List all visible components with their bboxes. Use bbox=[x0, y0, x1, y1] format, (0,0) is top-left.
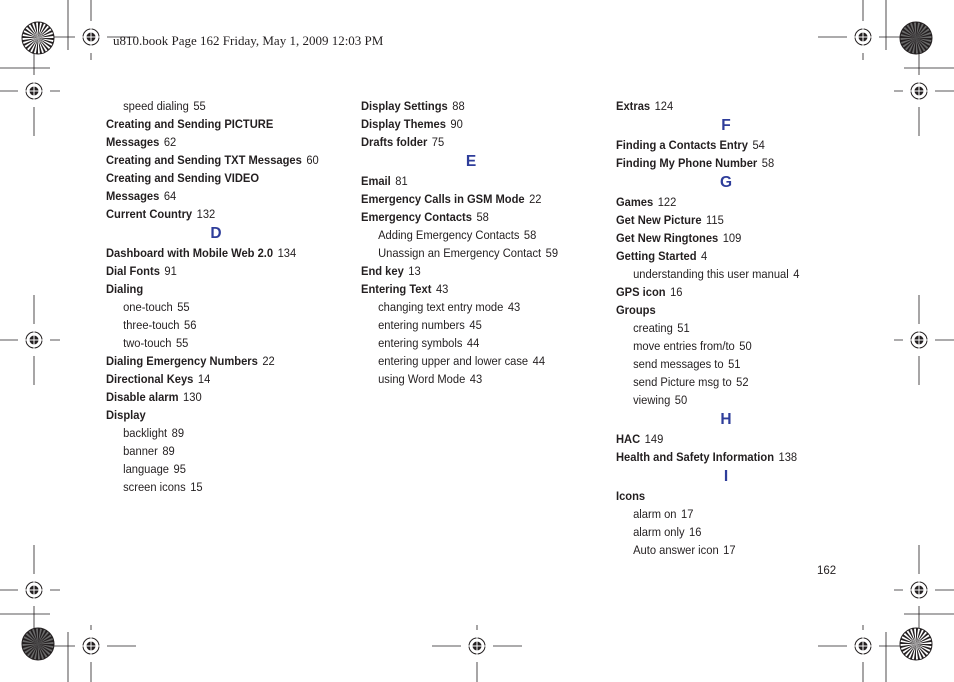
index-entry bbox=[361, 133, 586, 151]
index-page-ref: 4 bbox=[701, 249, 708, 263]
index-subentry bbox=[361, 352, 586, 370]
index-page-ref: 75 bbox=[431, 135, 445, 149]
index-entry bbox=[361, 97, 586, 115]
index-page-ref: 44 bbox=[532, 354, 546, 368]
index-entry bbox=[361, 262, 586, 280]
index-subentry bbox=[106, 478, 331, 496]
index-term: banner bbox=[123, 444, 158, 458]
index-term: language bbox=[123, 462, 169, 476]
index-column-2 bbox=[361, 97, 611, 388]
index-term: Health and Safety Information bbox=[616, 450, 775, 464]
index-term: Directional Keys bbox=[106, 372, 194, 386]
index-page-ref: 16 bbox=[670, 285, 683, 299]
index-term: Dialing Emergency Numbers bbox=[106, 354, 258, 368]
index-term: Display Settings bbox=[361, 99, 448, 113]
index-term: HAC bbox=[616, 432, 641, 446]
index-entry bbox=[616, 229, 841, 247]
index-page-ref: 59 bbox=[545, 246, 559, 260]
index-page-ref: 90 bbox=[450, 117, 463, 131]
index-page-ref: 91 bbox=[164, 264, 177, 278]
index-entry bbox=[616, 136, 841, 154]
index-page-ref: 13 bbox=[408, 264, 421, 278]
index-term: Current Country bbox=[106, 207, 193, 221]
index-entry bbox=[616, 247, 841, 265]
index-subentry bbox=[616, 355, 841, 373]
index-term: Dial Fonts bbox=[106, 264, 160, 278]
index-letter-heading: G bbox=[719, 174, 733, 191]
index-term: Adding Emergency Contacts bbox=[378, 228, 520, 242]
index-page-ref: 89 bbox=[162, 444, 175, 458]
index-entry bbox=[616, 193, 841, 211]
index-term: understanding this user manual bbox=[633, 267, 789, 281]
index-page-ref: 17 bbox=[680, 507, 694, 521]
index-subentry bbox=[616, 391, 841, 409]
index-entry bbox=[616, 448, 841, 466]
index-subentry bbox=[616, 373, 841, 391]
index-term: viewing bbox=[633, 393, 671, 407]
index-term: Finding a Contacts Entry bbox=[616, 138, 748, 152]
color-wheel-mark bbox=[22, 22, 54, 54]
index-page-ref: 132 bbox=[196, 207, 216, 221]
index-term: two-touch bbox=[123, 336, 172, 350]
index-subentry bbox=[361, 334, 586, 352]
index-page-ref: 22 bbox=[262, 354, 275, 368]
index-term: Creating and Sending TXT Messages bbox=[106, 153, 302, 167]
index-subentry bbox=[616, 505, 841, 523]
index-page-ref: 16 bbox=[689, 525, 702, 539]
index-term: Unassign an Emergency Contact bbox=[378, 246, 542, 260]
index-letter-heading: D bbox=[210, 225, 222, 242]
index-term: Disable alarm bbox=[106, 390, 179, 404]
index-term: Get New Ringtones bbox=[616, 231, 719, 245]
index-page-ref: 62 bbox=[163, 135, 177, 149]
index-entry bbox=[106, 205, 331, 223]
index-subentry bbox=[616, 337, 841, 355]
index-page-ref: 15 bbox=[190, 480, 203, 494]
index-page-ref: 64 bbox=[163, 189, 177, 203]
color-wheel-mark bbox=[900, 628, 932, 660]
index-entry bbox=[106, 370, 331, 388]
index-page-ref: 22 bbox=[529, 192, 542, 206]
index-entry bbox=[106, 262, 331, 280]
index-term: three-touch bbox=[123, 318, 180, 332]
index-page-ref: 55 bbox=[193, 99, 206, 113]
index-letter-heading: E bbox=[465, 153, 477, 170]
index-term: Display bbox=[106, 408, 146, 422]
index-page-ref: 51 bbox=[728, 357, 741, 371]
index-page-ref: 88 bbox=[452, 99, 465, 113]
index-page-ref: 122 bbox=[657, 195, 677, 209]
index-entry bbox=[361, 190, 586, 208]
index-term: Groups bbox=[616, 303, 656, 317]
index-entry bbox=[616, 97, 841, 115]
index-term: Drafts folder bbox=[361, 135, 428, 149]
index-term: creating bbox=[633, 321, 673, 335]
index-subentry bbox=[616, 319, 841, 337]
index-subentry bbox=[361, 298, 586, 316]
index-entry bbox=[106, 187, 331, 205]
index-term: Get New Picture bbox=[616, 213, 702, 227]
index-term: Email bbox=[361, 174, 391, 188]
index-term: Dashboard with Mobile Web 2.0 bbox=[106, 246, 274, 260]
index-letter-heading: I bbox=[723, 468, 729, 485]
index-page-ref: 58 bbox=[523, 228, 537, 242]
index-entry bbox=[106, 352, 331, 370]
index-term: Auto answer icon bbox=[633, 543, 719, 557]
index-page-ref: 43 bbox=[469, 372, 483, 386]
index-term: GPS icon bbox=[616, 285, 666, 299]
index-entry bbox=[616, 301, 841, 319]
index-subentry bbox=[106, 298, 331, 316]
index-page-ref: 14 bbox=[197, 372, 211, 386]
index-term: Display Themes bbox=[361, 117, 446, 131]
index-term: Emergency Calls in GSM Mode bbox=[361, 192, 525, 206]
index-page-ref: 45 bbox=[469, 318, 482, 332]
index-column-1 bbox=[106, 97, 356, 496]
index-term: entering numbers bbox=[378, 318, 465, 332]
index-page-ref: 58 bbox=[476, 210, 489, 224]
index-page-ref: 54 bbox=[752, 138, 765, 152]
index-term: send Picture msg to bbox=[633, 375, 732, 389]
index-page-ref: 60 bbox=[306, 153, 319, 167]
index-page-ref: 115 bbox=[706, 213, 724, 227]
index-term: screen icons bbox=[123, 480, 186, 494]
index-entry bbox=[361, 208, 586, 226]
index-entry bbox=[106, 280, 331, 298]
index-page-ref: 17 bbox=[723, 543, 736, 557]
index-entry bbox=[361, 280, 586, 298]
color-wheel-mark bbox=[22, 628, 54, 660]
index-letter-heading: H bbox=[720, 411, 732, 428]
index-page-ref: 55 bbox=[175, 336, 189, 350]
index-term: changing text entry mode bbox=[378, 300, 504, 314]
index-page-ref: 89 bbox=[171, 426, 185, 440]
index-term: Messages bbox=[106, 189, 160, 203]
index-page-ref: 134 bbox=[277, 246, 297, 260]
index-term: alarm only bbox=[633, 525, 685, 539]
index-page-ref: 124 bbox=[654, 99, 674, 113]
index-term: send messages to bbox=[633, 357, 724, 371]
index-term: Creating and Sending PICTURE bbox=[106, 117, 274, 131]
index-subentry bbox=[616, 541, 841, 559]
index-term: speed dialing bbox=[123, 99, 189, 113]
index-page-ref: 109 bbox=[722, 231, 742, 245]
index-subentry bbox=[106, 460, 331, 478]
index-term: Emergency Contacts bbox=[361, 210, 472, 224]
index-term: Games bbox=[616, 195, 654, 209]
index-subentry bbox=[361, 316, 586, 334]
index-page-ref: 44 bbox=[466, 336, 480, 350]
index-page-ref: 4 bbox=[793, 267, 800, 281]
index-entry bbox=[106, 133, 331, 151]
index-subentry bbox=[361, 226, 586, 244]
index-term: Messages bbox=[106, 135, 160, 149]
index-subentry bbox=[616, 523, 841, 541]
index-term: Dialing bbox=[106, 282, 144, 296]
index-page-ref: 56 bbox=[184, 318, 197, 332]
index-page-ref: 50 bbox=[739, 339, 752, 353]
index-term: Getting Started bbox=[616, 249, 697, 263]
index-entry bbox=[106, 169, 331, 187]
index-page-ref: 130 bbox=[183, 390, 202, 404]
index-entry bbox=[361, 115, 586, 133]
index-subentry bbox=[361, 370, 586, 388]
index-page-ref: 95 bbox=[173, 462, 186, 476]
index-term: Creating and Sending VIDEO bbox=[106, 171, 260, 185]
index-term: Extras bbox=[616, 99, 651, 113]
index-page-ref: 58 bbox=[761, 156, 775, 170]
index-term: move entries from/to bbox=[633, 339, 735, 353]
index-entry bbox=[616, 283, 841, 301]
index-entry bbox=[106, 388, 331, 406]
index-term: alarm on bbox=[633, 507, 677, 521]
index-term: Icons bbox=[616, 489, 646, 503]
index-term: one-touch bbox=[123, 300, 173, 314]
index-page-ref: 55 bbox=[177, 300, 190, 314]
index-entry bbox=[616, 430, 841, 448]
index-page-ref: 149 bbox=[644, 432, 664, 446]
color-wheel-mark bbox=[900, 22, 932, 54]
index-page-ref: 43 bbox=[435, 282, 449, 296]
index-term: entering symbols bbox=[378, 336, 463, 350]
index-term: End key bbox=[361, 264, 404, 278]
index-entry bbox=[616, 211, 841, 229]
index-entry bbox=[106, 151, 331, 169]
page-number: 162 bbox=[817, 565, 837, 577]
index-page-ref: 52 bbox=[736, 375, 749, 389]
index-entry bbox=[616, 154, 841, 172]
index-term: backlight bbox=[123, 426, 168, 440]
index-entry bbox=[616, 487, 841, 505]
index-letter-heading: F bbox=[721, 117, 731, 134]
index-page-ref: 138 bbox=[778, 450, 798, 464]
index-column-3 bbox=[616, 97, 866, 559]
index-page-ref: 43 bbox=[507, 300, 521, 314]
index-subentry bbox=[106, 334, 331, 352]
index-entry bbox=[106, 244, 331, 262]
index-entry bbox=[106, 115, 331, 133]
index-subentry bbox=[361, 244, 586, 262]
index-subentry bbox=[106, 316, 331, 334]
index-page-ref: 50 bbox=[674, 393, 688, 407]
print-header: u810.book Page 162 Friday, May 1, 2009 12:03 PM bbox=[113, 33, 384, 48]
index-entry bbox=[106, 406, 331, 424]
index-page-ref: 51 bbox=[677, 321, 690, 335]
index-subentry bbox=[106, 424, 331, 442]
index-subentry bbox=[616, 265, 841, 283]
index-term: Finding My Phone Number bbox=[616, 156, 758, 170]
index-page-ref: 81 bbox=[395, 174, 408, 188]
index-entry bbox=[361, 172, 586, 190]
index-term: using Word Mode bbox=[378, 372, 466, 386]
index-term: Entering Text bbox=[361, 282, 432, 296]
index-term: entering upper and lower case bbox=[378, 354, 529, 368]
index-subentry bbox=[106, 97, 331, 115]
index-subentry bbox=[106, 442, 331, 460]
